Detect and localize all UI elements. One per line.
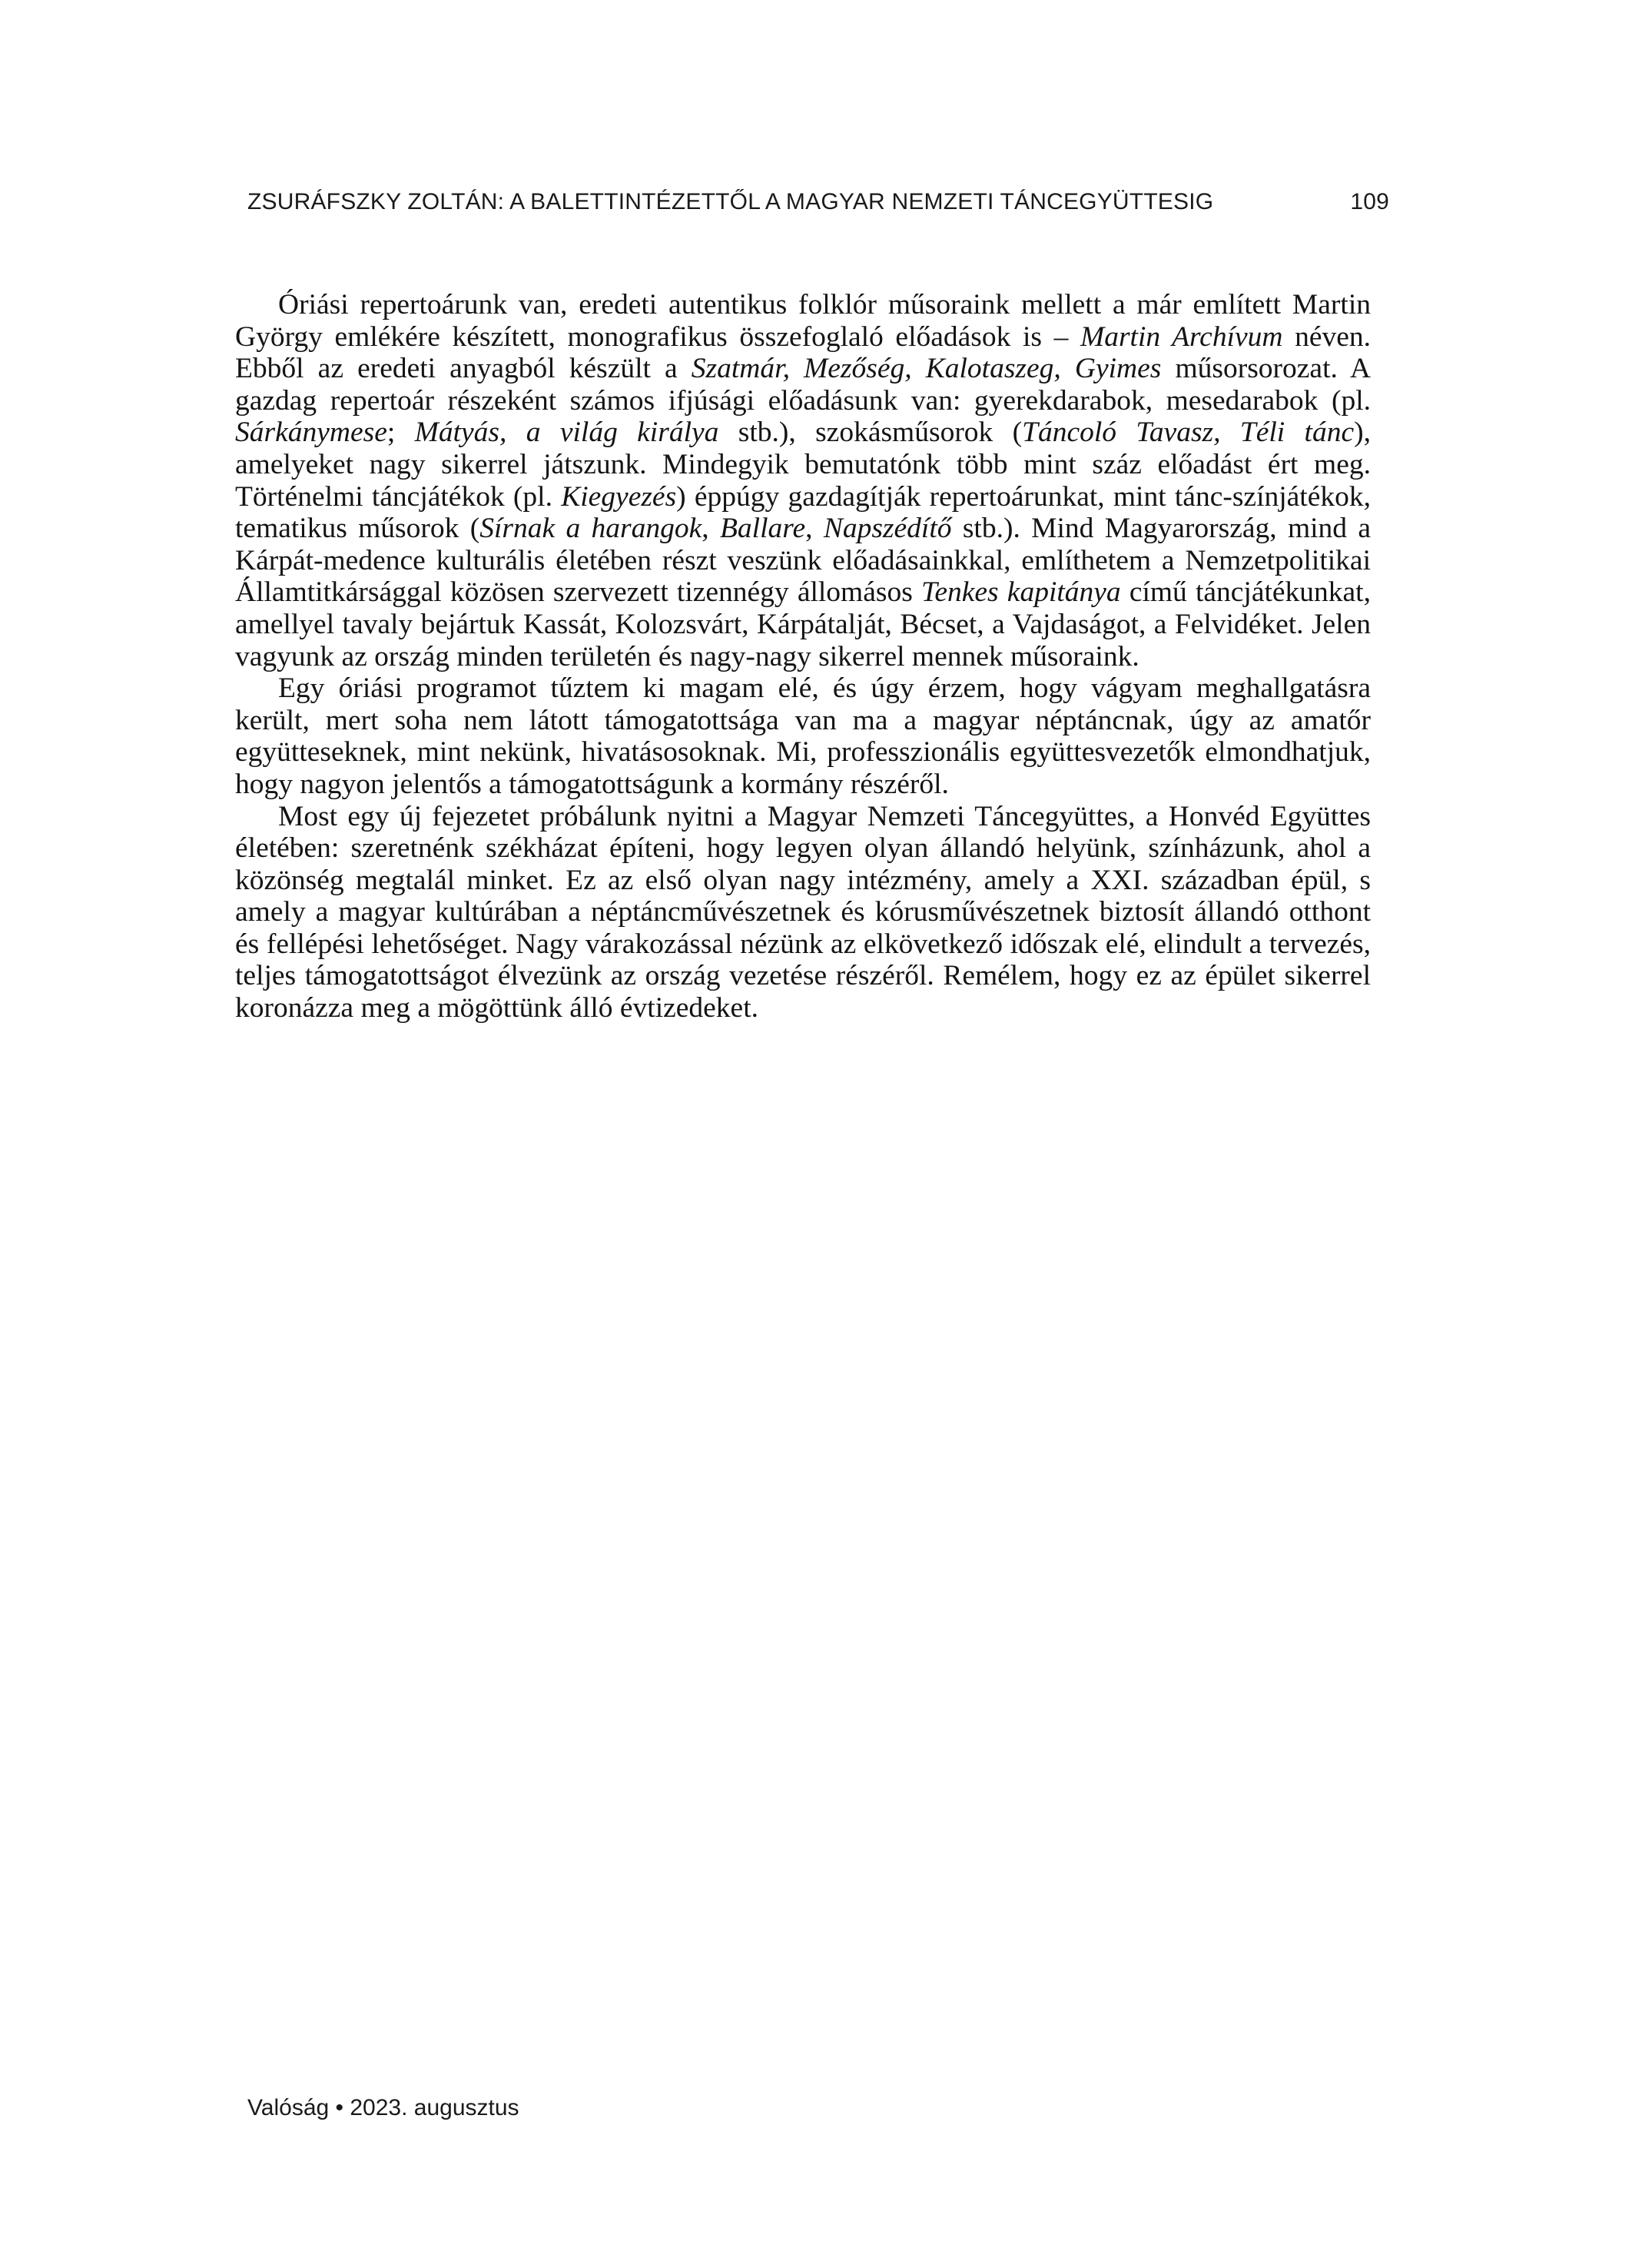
text-run: ,: [805, 513, 824, 545]
text-run: stb.), szokásműsorok (: [718, 417, 1023, 449]
article-body: [235, 289, 1371, 1024]
text-run: című táncjátékunkat, amellyel tavaly bejártuk Kassát, Kolozsvárt, Kárpátalját, Bécset, a Vajdaságot, a Felvidéket. Jelen vagyunk az ország minden területén és nagy-nagy sikerrel mennek műsoraink.: [235, 576, 1371, 672]
running-header: [247, 189, 1389, 220]
text-run: ,: [702, 513, 720, 545]
italic-title-run: Szatmár, Mezőség, Kalotaszeg, Gyimes: [691, 353, 1162, 385]
page-number: 109: [1350, 189, 1389, 214]
body-paragraph: [235, 672, 1371, 800]
italic-title-run: Tenkes kapitánya: [920, 576, 1121, 609]
body-paragraph: [235, 289, 1371, 672]
text-run: stb.). Mind Magyarország, mind a Kárpát-medence kulturális életében részt veszünk előadásainkkal, említhetem a Nemzetpolitikai Államtitkársággal közösen szervezett tizennégy állomásos: [235, 513, 1372, 609]
text-run: ;: [386, 417, 415, 449]
text-run: Most egy új fejezetet próbálunk nyitni a Magyar Nemzeti Táncegyüttes, a Honvéd Együttes életében: szeretnénk székházat építeni, hogy legyen olyan állandó helyünk, színházunk, ahol a közönség megtalál minket. Ez az első olyan nagy intézmény, amely a XXI. században épül, s amely a magyar kultúrában a néptáncművészetnek és kórusművészetnek biztosít állandó otthont és fellépési lehetőséget. Nagy várakozással nézünk az elkövetkező időszak elé, elindult a tervezés, teljes támogatottságot élvezünk az ország vezetése részéről. Remélem, hogy ez az épület sikerrel koronázza meg a mögöttünk álló évtizedeket.: [235, 800, 1371, 1024]
italic-title-run: Martin Archívum: [1080, 320, 1283, 353]
journal-footer: Valóság • 2023. augusztus: [247, 2095, 519, 2120]
italic-title-run: Mátyás, a világ királya: [414, 417, 719, 449]
italic-title-run: Sírnak a harangok: [479, 513, 702, 545]
italic-title-run: Táncoló Tavasz, Téli tánc: [1022, 417, 1355, 449]
text-run: Óriási repertoárunk van, eredeti autentikus folklór műsoraink mellett a már említett Martin György emlékére készített, monografikus összefoglaló előadások is –: [235, 289, 1371, 353]
text-run: ), amelyeket nagy sikerrel játszunk. Mindegyik bemutatónk több mint száz előadást ért meg. Történelmi táncjátékok (pl.: [235, 417, 1371, 513]
italic-title-run: Kiegyezés: [561, 480, 677, 513]
italic-title-run: Sárkánymese: [235, 417, 387, 449]
italic-title-run: Ballare: [720, 513, 806, 545]
italic-title-run: Napszédítő: [823, 513, 952, 545]
text-run: Egy óriási programot tűztem ki magam elé, és úgy érzem, hogy vágyam meghallgatásra került, mert soha nem látott támogatottsága van ma a magyar néptáncnak, úgy az amatőr együtteseknek, mint nekünk, hivatásosoknak. Mi, professzionális együttesvezetők elmondhatjuk, hogy nagyon jelentős a támogatottságunk a kormány részéről.: [235, 672, 1371, 800]
text-run: néven. Ebből az eredeti anyagból készült a: [235, 320, 1371, 385]
running-title: ZSURÁFSZKY ZOLTÁN: A BALETTINTÉZETTŐL A MAGYAR NEMZETI TÁNCEGYÜTTESIG: [247, 189, 1214, 214]
body-paragraph: [235, 801, 1371, 1024]
text-run: műsorsorozat. A gazdag repertoár részeként számos ifjúsági előadásunk van: gyerekdarabok, mesedarabok (pl.: [235, 353, 1371, 417]
text-run: ) éppúgy gazdagítják repertoárunkat, mint tánc-színjátékok, tematikus műsorok (: [235, 480, 1371, 545]
